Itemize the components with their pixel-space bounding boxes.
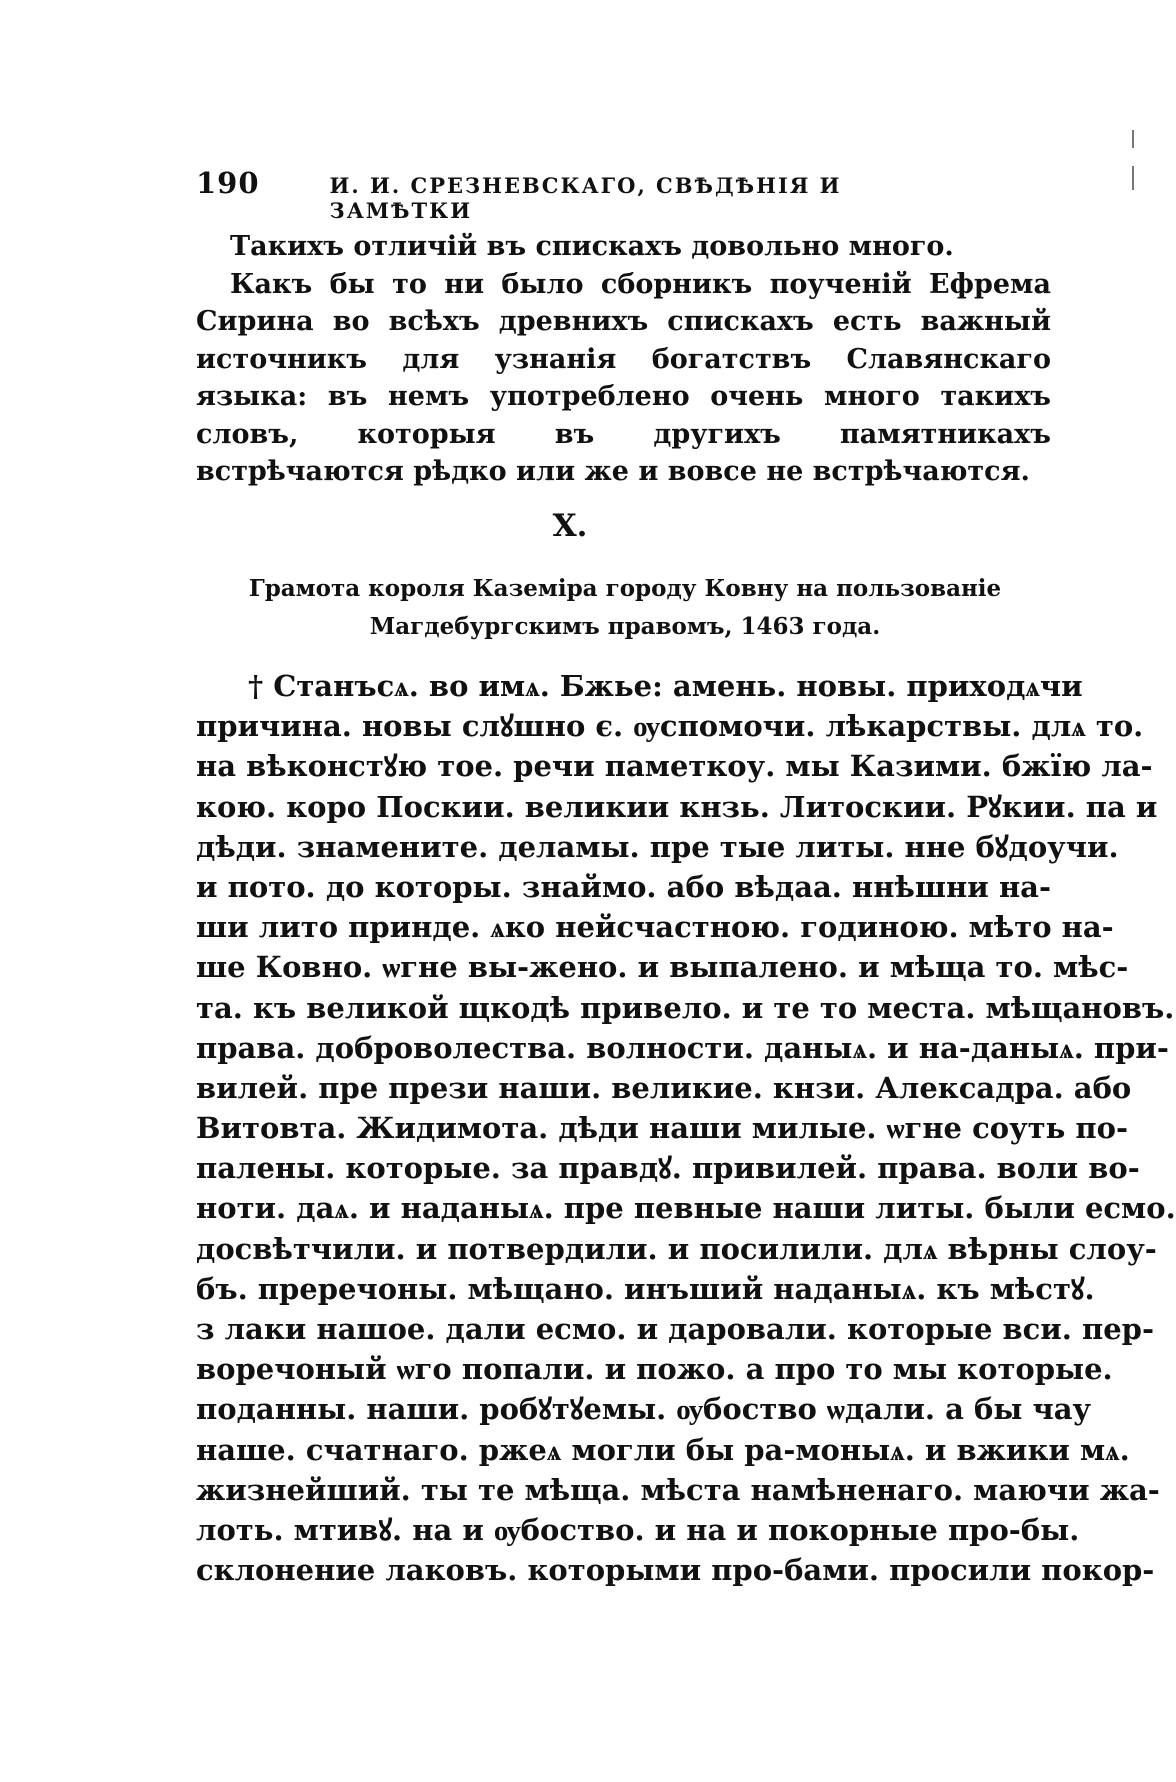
charter-line: палены. которые. за правдꙋ. привилей. права. воли во- — [196, 1151, 1140, 1186]
section-title: Грамота короля Каземіра городу Ковну на пользованіе Магдебургскимъ правомъ, 1463 года. — [248, 575, 1002, 640]
charter-line: досвѣтчили. и потвердили. и посилили. длѧ вѣрны слоу- — [196, 1231, 1157, 1266]
charter-line: та. къ великой щкодѣ привело. и те то места. мѣщановъ. — [196, 990, 1175, 1025]
charter-line: лоть. мтивꙋ. на и ѹбоство. и на и покорные про-бы. — [196, 1512, 1080, 1547]
charter-line: наше. счатнаго. ржеѧ могли бы ра-моныѧ. и вжики мѧ. — [196, 1432, 1130, 1467]
section-number: X. — [552, 508, 588, 544]
charter-line: Витовта. Жидимота. дѣди наши милые. ѡгне соуть по- — [196, 1111, 1129, 1146]
charter-line: склонение лаковъ. которыми про-бами. просили покор- — [196, 1553, 1155, 1588]
charter-line: † Станъсѧ. во имѧ. Бжье: амень. новы. приходѧчи — [248, 669, 1083, 703]
charter-line: бъ. преречоны. мѣщано. инъший наданыѧ. къ мѣстꙋ. — [196, 1271, 1095, 1306]
scan-margin-mark — [1132, 130, 1134, 190]
charter-line: поданны. наши. робꙋтꙋемы. ѹбоство ѡдали. а бы чау — [196, 1392, 1092, 1427]
charter-line: з лаки нашое. дали есмо. и даровали. которые вси. пер- — [196, 1312, 1154, 1346]
charter-line: на вѣконстꙋю тое. речи паметкоу. мы Казими. бжїю ла- — [196, 749, 1153, 784]
charter-line: вилей. пре прези наши. великие. кнзи. Алексадра. або — [196, 1070, 1132, 1105]
page-number: 190 — [196, 166, 260, 200]
intro-text — [196, 228, 1051, 491]
charter-line: кою. коро Поскии. великии кнзь. Литоскии. Рꙋкии. па и — [196, 789, 1158, 824]
charter-line: жизнейший. ты те мѣща. мѣста намѣненаго. маючи жа- — [196, 1472, 1160, 1507]
charter-line: ше Ковно. ѡгне вы-жено. и выпалено. и мѣща то. мѣс- — [196, 950, 1129, 985]
running-head: И. И. СРЕЗНЕВСКАГО, СВѢДѢНІЯ И ЗАМѢТКИ — [329, 173, 842, 223]
charter-line: ши лито принде. ѧко нейсчастною. годиною. мѣто на- — [196, 910, 1114, 945]
intro-paragraph: Какъ бы то ни было сборникъ поученій Ефрема Сирина во всѣхъ древнихъ спискахъ есть важный источникъ для узнанія богатствъ Славянскаго языка: въ немъ употреблено очень много такихъ словъ, которыя въ другихъ памятникахъ встрѣчаются рѣдко или же и вовсе не встрѣчаются. — [196, 268, 1051, 487]
page-header — [196, 166, 956, 223]
charter-line: права. доброволества. волности. даныѧ. и на-даныѧ. при- — [196, 1030, 1169, 1065]
charter-line: причина. новы слꙋшно є. ѹспомочи. лѣкарствы. длѧ то. — [196, 709, 1144, 744]
charter-line: и пото. до которы. знаймо. або вѣдаа. ннѣшни на- — [196, 869, 1051, 904]
charter-line: ноти. даѧ. и наданыѧ. пре певные наши литы. были есмо. — [196, 1191, 1176, 1226]
charter-line: дѣди. знамените. деламы. пре тые литы. нне бꙋдоучи. — [196, 829, 1119, 864]
charter-text — [196, 666, 1176, 1590]
charter-line: воречоный ѡго попали. и пожо. а про то мы которые. — [196, 1352, 1113, 1387]
intro-paragraph: Такихъ отличій въ спискахъ довольно много. — [230, 231, 954, 262]
